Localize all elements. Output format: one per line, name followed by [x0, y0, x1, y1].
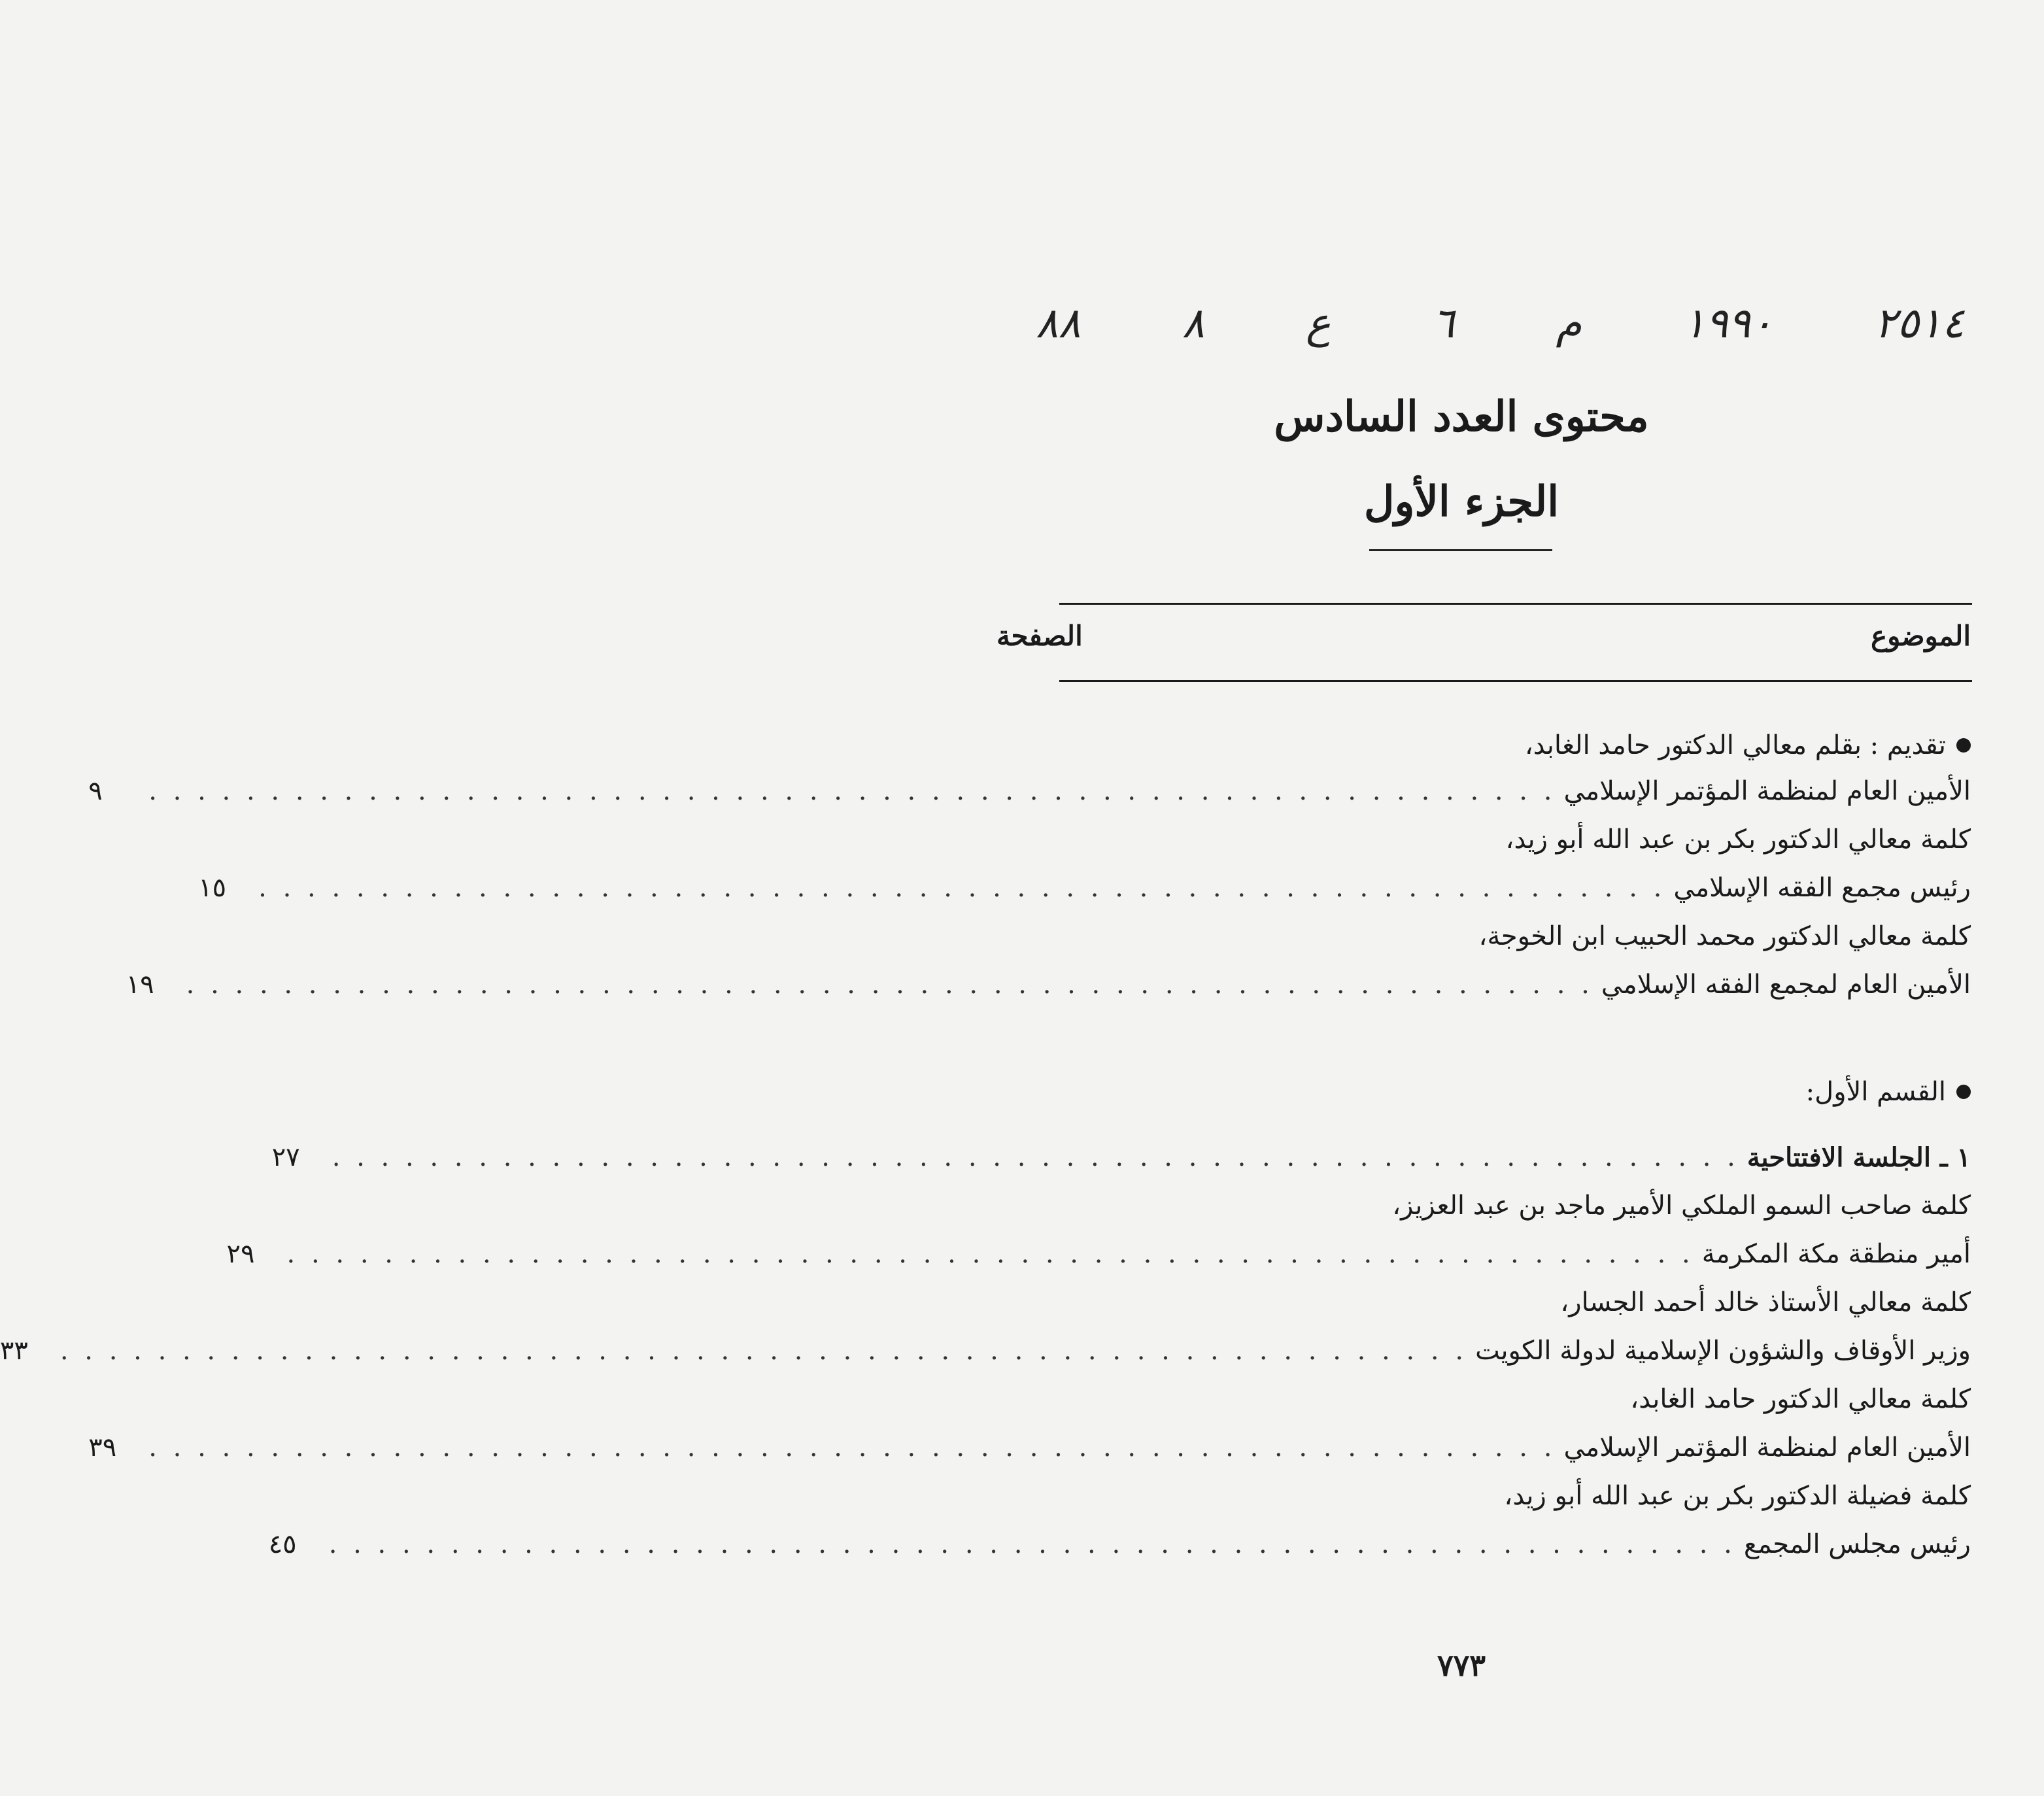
toc-entry	[996, 917, 1971, 956]
toc-entry-text: رئيس مجمع الفقه الإسلامي	[1673, 873, 1971, 903]
column-header-page: الصفحة	[996, 620, 1083, 652]
toc-entry-text: كلمة معالي الدكتور محمد الحبيب ابن الخوجة،	[1478, 921, 1971, 951]
toc-entry-text: ١ ـ الجلسة الافتتاحية	[1746, 1142, 1971, 1173]
toc-entry	[996, 1476, 1971, 1516]
toc-entry-page: ٩	[88, 776, 103, 806]
toc-entry-page: ١٥	[198, 873, 227, 903]
toc-entry	[996, 820, 1971, 859]
bullet-icon	[1956, 738, 1971, 753]
toc-entry-page: ٢٧	[271, 1142, 300, 1172]
handwritten-mark: ع	[1306, 299, 1331, 348]
handwritten-mark: م	[1556, 299, 1582, 348]
page-number: ٧٧٣	[1437, 1648, 1486, 1683]
toc-entry	[996, 1283, 1971, 1322]
page-title: محتوى العدد السادس	[1274, 392, 1649, 441]
intro-label: تقديم : بقلم معالي الدكتور حامد الغابد،	[1524, 730, 1946, 760]
leader-dots: . . . . . . . . . . . . . . . . . . . . . . . . . . . . . . . . . . . . . . . . . . . . . . . . . . . . . . . . . .	[328, 1529, 1736, 1559]
header-rule-bottom	[1059, 680, 1972, 682]
toc-entry-text: الأمين العام لمجمع الفقه الإسلامي	[1601, 970, 1971, 1000]
intro-heading	[1525, 726, 1971, 765]
handwritten-mark: ٨٨	[1036, 299, 1081, 348]
leader-dots: . . . . . . . . . . . . . . . . . . . . . . . . . . . . . . . . . . . . . . . . . . . . . . . . . . . . . . . . . .	[148, 776, 1556, 806]
toc-entry	[271, 1138, 1971, 1177]
toc-entry	[996, 1186, 1971, 1225]
handwritten-annotation	[1036, 288, 1964, 360]
toc-entry-text: كلمة معالي الدكتور بكر بن عبد الله أبو زيد،	[1505, 824, 1971, 855]
toc-entry-page: ٤٥	[268, 1529, 297, 1559]
handwritten-mark: ٢٥١٤	[1874, 299, 1964, 348]
toc-entry-text: رئيس مجلس المجمع	[1743, 1529, 1971, 1559]
page-subtitle: الجزء الأول	[1364, 477, 1559, 526]
toc-entry-text: وزير الأوقاف والشؤون الإسلامية لدولة الكويت	[1475, 1336, 1971, 1366]
toc-entry	[226, 1234, 1971, 1274]
toc-entry-text: كلمة صاحب السمو الملكي الأمير ماجد بن عبد العزيز،	[1392, 1191, 1971, 1221]
toc-entry-page: ١٩	[126, 970, 154, 1000]
section-one-heading	[1806, 1072, 1971, 1111]
toc-entry	[126, 965, 1971, 1004]
column-header-subject: الموضوع	[1871, 620, 1971, 652]
toc-entry	[268, 1525, 1971, 1564]
leader-dots: . . . . . . . . . . . . . . . . . . . . . . . . . . . . . . . . . . . . . . . . . . . . . . . . . . . . . . . . . .	[60, 1336, 1468, 1366]
handwritten-mark: ١٩٩٠	[1683, 299, 1773, 348]
handwritten-mark: ٦	[1432, 299, 1455, 348]
toc-entry-text: كلمة فضيلة الدكتور بكر بن عبد الله أبو زيد،	[1504, 1481, 1971, 1511]
leader-dots: . . . . . . . . . . . . . . . . . . . . . . . . . . . . . . . . . . . . . . . . . . . . . . . . . . . . . . . . . .	[186, 970, 1593, 1000]
section-one-label: القسم الأول:	[1805, 1077, 1946, 1107]
handwritten-mark: ٨	[1182, 299, 1205, 348]
toc-entry	[198, 868, 1971, 907]
toc-entry-text: كلمة معالي الدكتور حامد الغابد،	[1630, 1384, 1971, 1414]
toc-entry-text: كلمة معالي الأستاذ خالد أحمد الجسار،	[1560, 1287, 1971, 1317]
toc-entry-page: ٣٣	[0, 1336, 28, 1366]
toc-entry	[996, 1380, 1971, 1419]
toc-entry	[88, 771, 1971, 811]
toc-entry	[88, 1428, 1971, 1467]
toc-entry	[0, 1331, 1971, 1370]
leader-dots: . . . . . . . . . . . . . . . . . . . . . . . . . . . . . . . . . . . . . . . . . . . . . . . . . . . . . . . . . .	[332, 1142, 1739, 1172]
header-rule-top	[1059, 603, 1972, 605]
toc-entry-text: الأمين العام لمنظمة المؤتمر الإسلامي	[1563, 776, 1971, 806]
toc-entry-page: ٢٩	[226, 1239, 255, 1269]
toc-entry-text: أمير منطقة مكة المكرمة	[1701, 1239, 1971, 1269]
leader-dots: . . . . . . . . . . . . . . . . . . . . . . . . . . . . . . . . . . . . . . . . . . . . . . . . . . . . . . . . . .	[148, 1432, 1556, 1463]
toc-entry-page: ٣٩	[88, 1432, 117, 1463]
leader-dots: . . . . . . . . . . . . . . . . . . . . . . . . . . . . . . . . . . . . . . . . . . . . . . . . . . . . . . . . . .	[286, 1239, 1694, 1269]
leader-dots: . . . . . . . . . . . . . . . . . . . . . . . . . . . . . . . . . . . . . . . . . . . . . . . . . . . . . . . . . .	[258, 873, 1666, 903]
toc-entry-text: الأمين العام لمنظمة المؤتمر الإسلامي	[1563, 1432, 1971, 1463]
bullet-icon	[1956, 1085, 1971, 1099]
subtitle-underline	[1369, 549, 1552, 551]
